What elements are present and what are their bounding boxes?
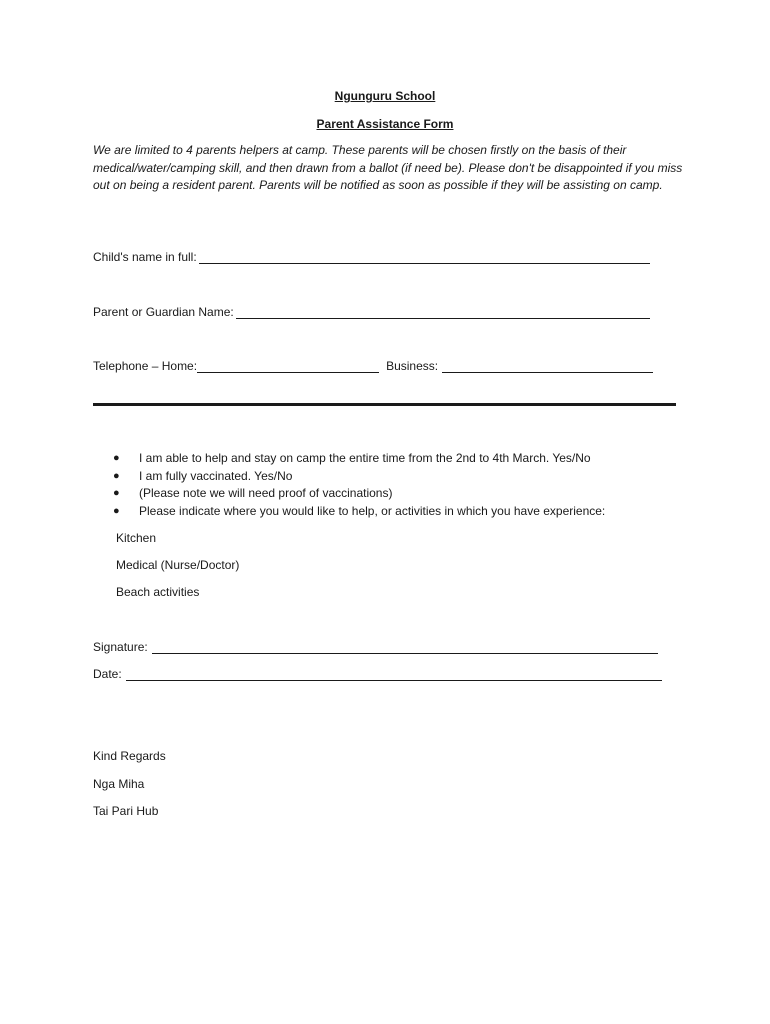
phone-business-label: Business: <box>386 359 439 373</box>
signature-field <box>93 640 658 654</box>
list-item: ● I am fully vaccinated. Yes/No <box>113 468 605 486</box>
activity-kitchen: Kitchen <box>116 531 157 545</box>
list-item: ● I am able to help and stay on camp the entire time from the 2nd to 4th March. Yes/No <box>113 450 605 468</box>
signature-line[interactable] <box>152 642 658 654</box>
parent-name-line[interactable] <box>236 307 650 319</box>
date-label: Date: <box>93 667 122 681</box>
closing-signoff: Tai Pari Hub <box>93 804 159 818</box>
bullet-icon: ● <box>113 452 120 464</box>
bullet-icon: ● <box>113 504 120 517</box>
bullet-icon: ● <box>113 487 120 499</box>
child-name-label: Child's name in full: <box>93 250 197 264</box>
date-line[interactable] <box>126 669 662 681</box>
child-name-line[interactable] <box>199 252 650 264</box>
activity-beach: Beach activities <box>116 585 200 599</box>
bullet-icon: ● <box>113 469 120 482</box>
child-name-field <box>93 250 650 264</box>
closing-kind-regards: Kind Regards <box>93 749 166 763</box>
phone-field <box>93 359 653 373</box>
list-item: ● (Please note we will need proof of vaccinations) <box>113 485 605 503</box>
activity-medical: Medical (Nurse/Doctor) <box>116 558 240 572</box>
signature-label: Signature: <box>93 640 148 654</box>
list-item: ● Please indicate where you would like to help, or activities in which you have experience: <box>113 503 605 521</box>
form-title: Parent Assistance Form <box>316 117 454 131</box>
question-list <box>113 450 605 520</box>
phone-home-label: Telephone – Home: <box>93 359 198 373</box>
closing-nga-miha: Nga Miha <box>93 777 145 791</box>
phone-business-line[interactable] <box>442 361 653 373</box>
intro-paragraph: We are limited to 4 parents helpers at camp. These parents will be chosen firstly on the basis of their medical/water/camping skill, and then drawn from a ballot (if need be). Please don't be disappointed if you miss out on being a resident parent. Parents will be notified as soon as possible if they will be assisting on camp. <box>93 143 683 192</box>
section-divider <box>93 403 676 406</box>
date-field <box>93 667 662 681</box>
school-name: Ngunguru School <box>334 89 436 103</box>
parent-name-label: Parent or Guardian Name: <box>93 305 234 319</box>
phone-home-line[interactable] <box>197 361 379 373</box>
parent-name-field <box>93 305 650 319</box>
